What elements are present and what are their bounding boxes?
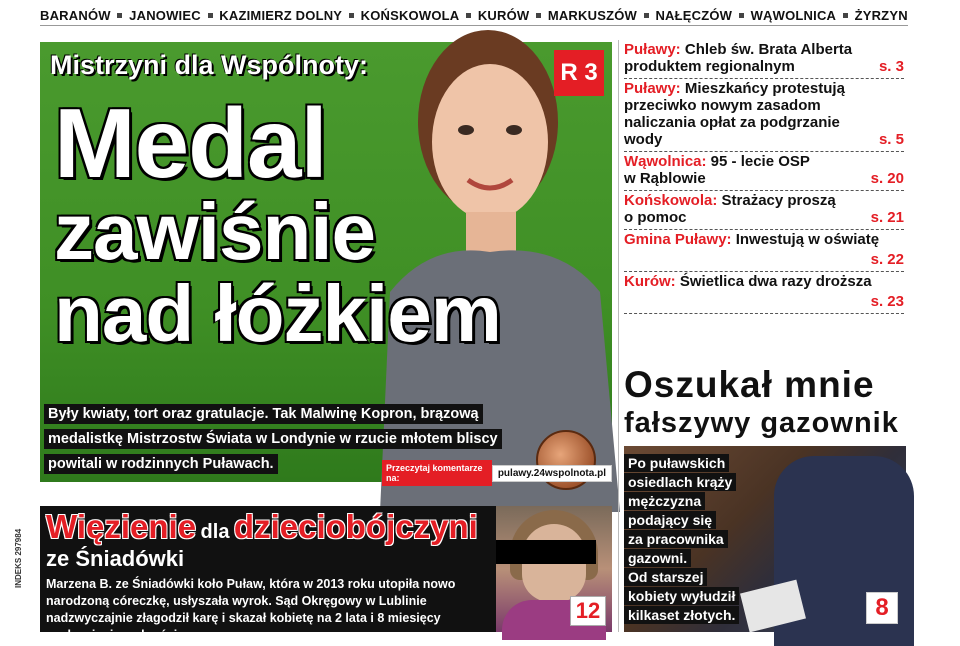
index-title: Świetlica dwa razy droższa xyxy=(675,273,872,290)
index-title: Inwestują w oświatę xyxy=(731,231,880,248)
index-page: s. 5 xyxy=(878,131,904,148)
index-title: produktem regionalnym xyxy=(624,58,795,75)
lede-line: powitali w rodzinnych Puławach. xyxy=(44,454,278,474)
prison-page-number: 12 xyxy=(570,596,606,626)
index-title: 95 - lecie OSP xyxy=(706,153,810,170)
section-badge: R 3 xyxy=(554,50,604,96)
index-page: s. 22 xyxy=(870,251,904,268)
separator-square-icon xyxy=(208,13,213,18)
index-line xyxy=(624,273,904,290)
index-row xyxy=(624,97,904,148)
index-title: Strażacy proszą xyxy=(717,192,836,209)
index-town: Puławy: xyxy=(624,41,681,58)
censor-bar xyxy=(496,540,596,564)
separator-square-icon xyxy=(644,13,649,18)
index-page: s. 3 xyxy=(878,58,904,75)
lead-kicker: Mistrzyni dla Wspólnoty: xyxy=(50,50,369,80)
index-item[interactable] xyxy=(624,79,904,152)
index-title: w Rąblowie xyxy=(624,170,706,187)
lead-headline-line-3: nad łóżkiem xyxy=(54,269,501,358)
town-label[interactable]: JANOWIEC xyxy=(129,8,201,23)
gas-lede-line: osiedlach krąży xyxy=(624,473,736,491)
index-page: s. 23 xyxy=(870,293,904,310)
index-line xyxy=(624,192,904,209)
index-row xyxy=(624,209,904,226)
contents-index xyxy=(624,40,904,314)
index-row xyxy=(624,248,904,268)
gas-lede-line: gazowni. xyxy=(624,549,691,567)
lede-line: medalistkę Mistrzostw Świata w Londynie w rzucie młotem bliscy xyxy=(44,429,502,449)
prison-headline-word: Więzienie xyxy=(46,508,197,545)
index-item[interactable] xyxy=(624,230,904,272)
index-title: o pomoc xyxy=(624,209,687,226)
index-town: Puławy: xyxy=(624,80,681,97)
gas-story-headline[interactable] xyxy=(624,366,906,438)
lede-line: Były kwiaty, tort oraz gratulacje. Tak Malwinę Kopron, brązową xyxy=(44,404,483,424)
index-title: Mieszkańcy protestują xyxy=(680,80,845,97)
gas-story-lede xyxy=(624,454,744,625)
gas-lede-line: kobiety wyłudził xyxy=(624,587,739,605)
index-line xyxy=(624,80,904,97)
index-page: s. 20 xyxy=(870,170,904,187)
gas-lede-line: Po puławskich xyxy=(624,454,729,472)
prison-headline-word: dzieciobójczyni xyxy=(233,508,478,545)
column-divider xyxy=(618,40,619,632)
gas-page-number: 8 xyxy=(866,592,898,624)
index-item[interactable] xyxy=(624,40,904,79)
index-town: Kurów: xyxy=(624,273,676,290)
town-label[interactable]: MARKUSZÓW xyxy=(547,8,637,23)
town-label[interactable]: NAŁĘCZÓW xyxy=(655,8,733,23)
prison-headline xyxy=(46,508,478,546)
index-town: Gmina Puławy: xyxy=(624,231,732,248)
index-line xyxy=(624,41,904,58)
separator-square-icon xyxy=(349,13,354,18)
separator-square-icon xyxy=(739,13,744,18)
town-label[interactable]: KOŃSKOWOLA xyxy=(360,8,460,23)
index-title: Chleb św. Brata Alberta xyxy=(680,41,853,58)
prison-headline-word: dla xyxy=(200,521,230,543)
separator-square-icon xyxy=(843,13,848,18)
town-label[interactable]: WĄWOLNICA xyxy=(750,8,837,23)
prison-story[interactable] xyxy=(40,506,612,642)
index-row xyxy=(624,58,904,75)
gas-lede-line: mężczyzna xyxy=(624,492,705,510)
prison-body-text: Marzena B. ze Śniadówki koło Puław, która w 2013 roku utopiła nowo narodzoną córeczkę, usłyszała wyrok. Sąd Okręgowy w Lublinie nadzwyczajnie złagodził karę i skazał kobietę na 2 lata i 8 miesięcy pozbawienia wolności. xyxy=(46,577,456,642)
index-title: przeciwko nowym zasadom naliczania opłat za podgrzanie wody xyxy=(624,97,840,148)
gas-headline-line-2: fałszywy gazownik xyxy=(624,407,899,439)
index-row xyxy=(624,290,904,310)
index-town: Końskowola: xyxy=(624,192,718,209)
index-item[interactable] xyxy=(624,152,904,191)
separator-square-icon xyxy=(117,13,122,18)
gas-headline-line-1: Oszukał mnie xyxy=(624,364,875,405)
gas-lede-line: podający się xyxy=(624,511,716,529)
index-item[interactable] xyxy=(624,272,904,314)
town-label[interactable]: KAZIMIERZ DOLNY xyxy=(219,8,343,23)
comments-callout[interactable] xyxy=(382,460,612,486)
index-page: s. 21 xyxy=(870,209,904,226)
town-label[interactable]: ŻYRZYN xyxy=(854,8,908,23)
issn-code: INDEKS 297984 xyxy=(14,528,23,588)
index-item[interactable] xyxy=(624,191,904,230)
index-row xyxy=(624,170,904,187)
index-line xyxy=(624,231,904,248)
lead-headline-line-1: Medal xyxy=(54,88,327,198)
comments-label: Przeczytaj komentarze na: xyxy=(382,460,492,486)
town-label[interactable]: BARANÓW xyxy=(40,8,111,23)
lead-story[interactable] xyxy=(40,42,612,482)
gas-lede-line: kilkaset złotych. xyxy=(624,606,739,624)
gas-lede-line: za pracownika xyxy=(624,530,728,548)
comments-url-link[interactable]: pulawy.24wspolnota.pl xyxy=(492,465,612,482)
gas-lede-line: Od starszej xyxy=(624,568,707,586)
index-town: Wąwolnica: xyxy=(624,153,707,170)
prison-subtitle: ze Śniadówki xyxy=(46,546,185,571)
town-label[interactable]: KURÓW xyxy=(477,8,530,23)
lead-headline-line-2: zawiśnie xyxy=(54,187,376,276)
gas-story-photo[interactable] xyxy=(624,446,906,632)
index-line xyxy=(624,153,904,170)
